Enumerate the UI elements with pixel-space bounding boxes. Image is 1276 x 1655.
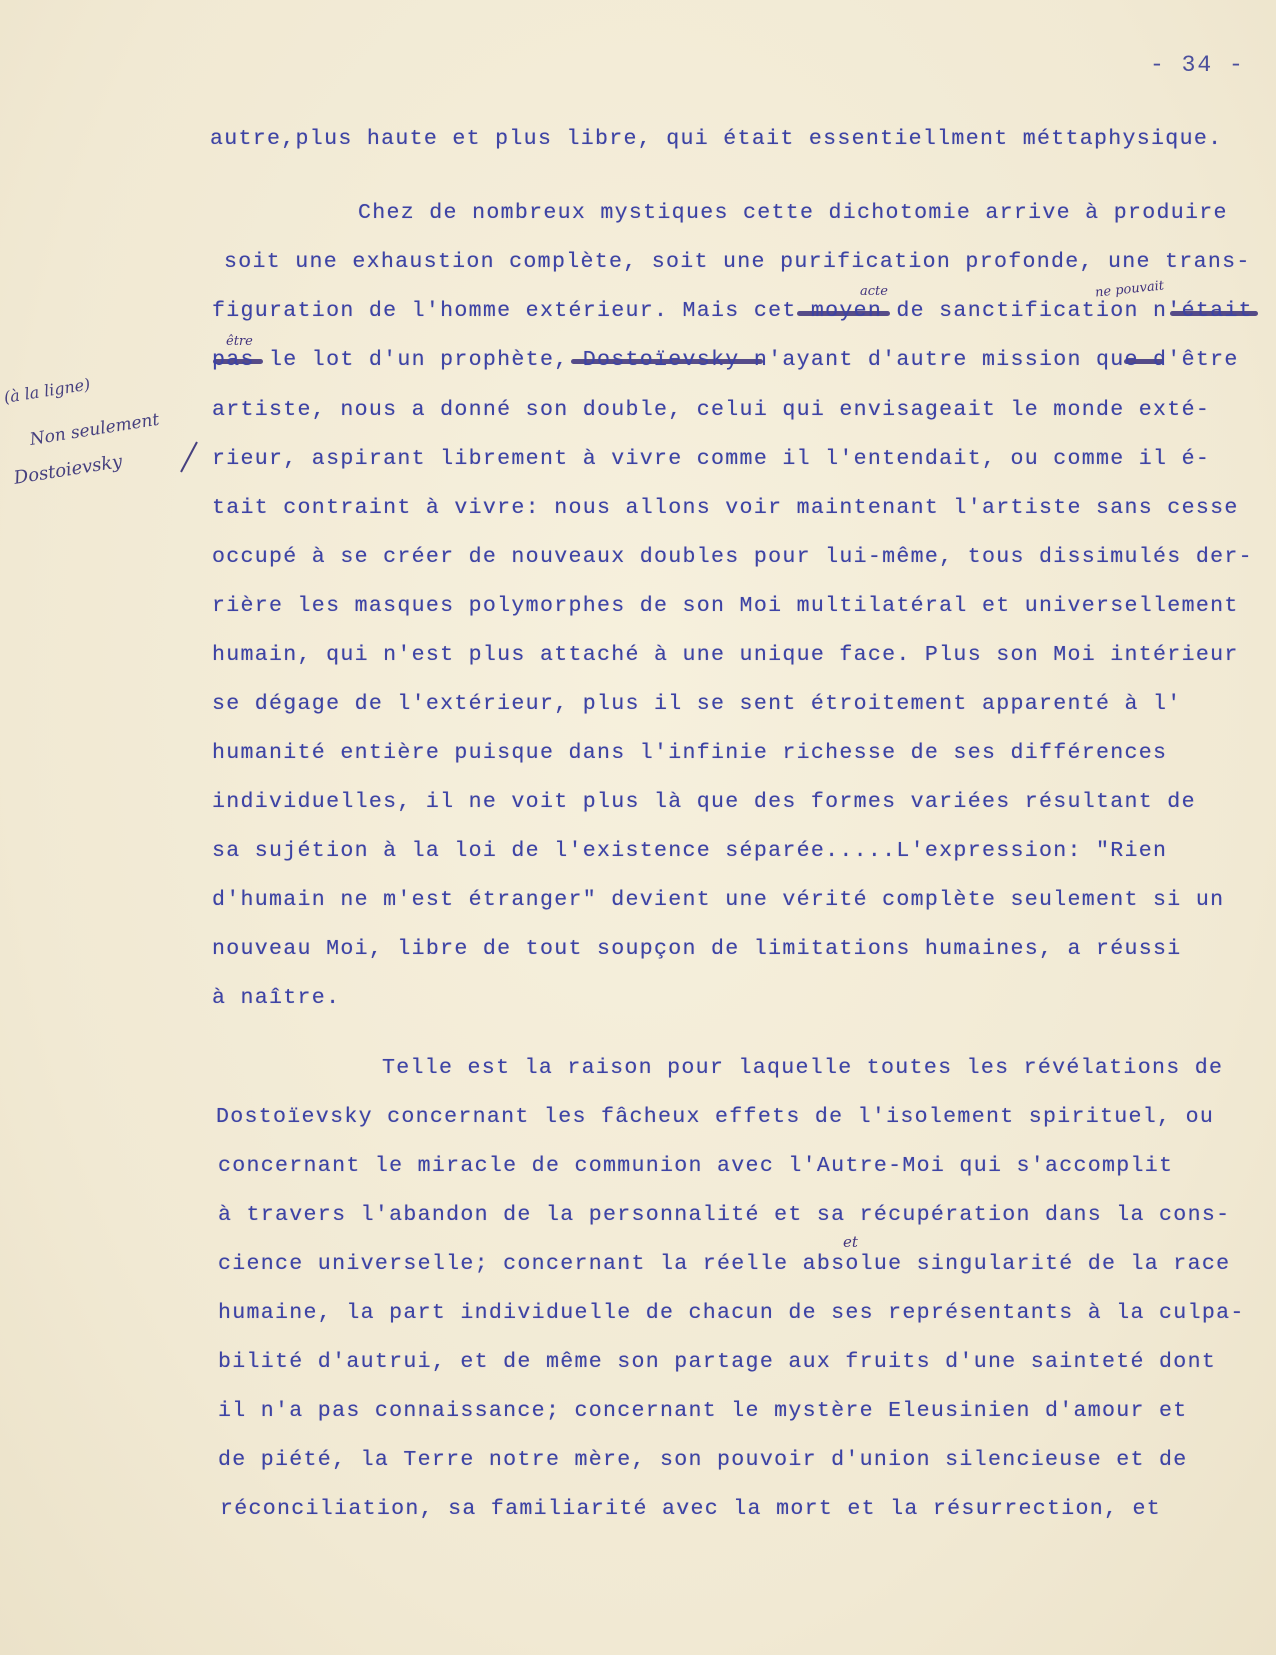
text-line: Dostoïevsky concernant les fâcheux effets de l'isolement spirituel, ou xyxy=(216,1105,1215,1129)
text-line: pas le lot d'un prophète, Dostoïevsky n'ayant d'autre mission que d'être xyxy=(212,348,1239,372)
page-number: - 34 - xyxy=(1150,52,1245,78)
text-line: se dégage de l'extérieur, plus il se sent étroitement apparenté à l' xyxy=(212,692,1182,716)
margin-note-line-1: (à la ligne) xyxy=(2,374,92,407)
text-line: bilité d'autrui, et de même son partage aux fruits d'une sainteté dont xyxy=(218,1350,1217,1374)
text-line: sa sujétion à la loi de l'existence séparée.....L'expression: "Rien xyxy=(212,839,1168,863)
text-line: rière les masques polymorphes de son Moi multilatéral et universellement xyxy=(212,594,1239,618)
annotation-etre: être xyxy=(226,334,253,349)
text-line: à naître. xyxy=(212,986,341,1010)
annotation-et: et xyxy=(843,1233,858,1251)
text-line: réconciliation, sa familiarité avec la mort et la résurrection, et xyxy=(220,1497,1162,1521)
text-line: humain, qui n'est plus attaché à une unique face. Plus son Moi intérieur xyxy=(212,643,1239,667)
text-line: il n'a pas connaissance; concernant le mystère Eleusinien d'amour et xyxy=(218,1399,1188,1423)
text-line: nouveau Moi, libre de tout soupçon de limitations humaines, a réussi xyxy=(212,937,1182,961)
margin-note-stroke xyxy=(180,442,198,473)
text-line: occupé à se créer de nouveaux doubles pour lui-même, tous dissimulés der- xyxy=(212,545,1253,569)
text-line: humaine, la part individuelle de chacun de ses représentants à la culpa- xyxy=(218,1301,1245,1325)
text-line: cience universelle; concernant la réelle absolue singularité de la race xyxy=(218,1252,1231,1276)
text-line: rieur, aspirant librement à vivre comme il l'entendait, ou comme il é- xyxy=(212,447,1211,471)
text-line: concernant le miracle de communion avec l'Autre-Moi qui s'accomplit xyxy=(218,1154,1174,1178)
text-line: de piété, la Terre notre mère, son pouvoir d'union silencieuse et de xyxy=(218,1448,1188,1472)
text-line: individuelles, il ne voit plus là que des formes variées résultant de xyxy=(212,790,1196,814)
text-line: humanité entière puisque dans l'infinie richesse de ses différences xyxy=(212,741,1168,765)
text-line: Telle est la raison pour laquelle toutes les révélations de xyxy=(382,1056,1224,1080)
annotation-ne-pouvait: ne pouvait xyxy=(1094,278,1165,301)
text-line: à travers l'abandon de la personnalité et sa récupération dans la cons- xyxy=(218,1203,1231,1227)
text-line: artiste, nous a donné son double, celui qui envisageait le monde exté- xyxy=(212,398,1211,422)
text-line: figuration de l'homme extérieur. Mais cet moyen de sanctification n'était xyxy=(212,299,1253,323)
annotation-acte: acte xyxy=(860,284,888,299)
margin-note-line-2: Non seulement xyxy=(28,409,161,450)
text-line: soit une exhaustion complète, soit une purification profonde, une trans- xyxy=(224,250,1251,274)
text-line: d'humain ne m'est étranger" devient une vérité complète seulement si un xyxy=(212,888,1225,912)
text-line: tait contraint à vivre: nous allons voir maintenant l'artiste sans cesse xyxy=(212,496,1239,520)
text-line: Chez de nombreux mystiques cette dichotomie arrive à produire xyxy=(358,201,1228,225)
margin-note-line-3: Dostoievsky xyxy=(12,451,124,489)
text-line: autre,plus haute et plus libre, qui était essentiellment méttaphysique. xyxy=(210,127,1223,151)
